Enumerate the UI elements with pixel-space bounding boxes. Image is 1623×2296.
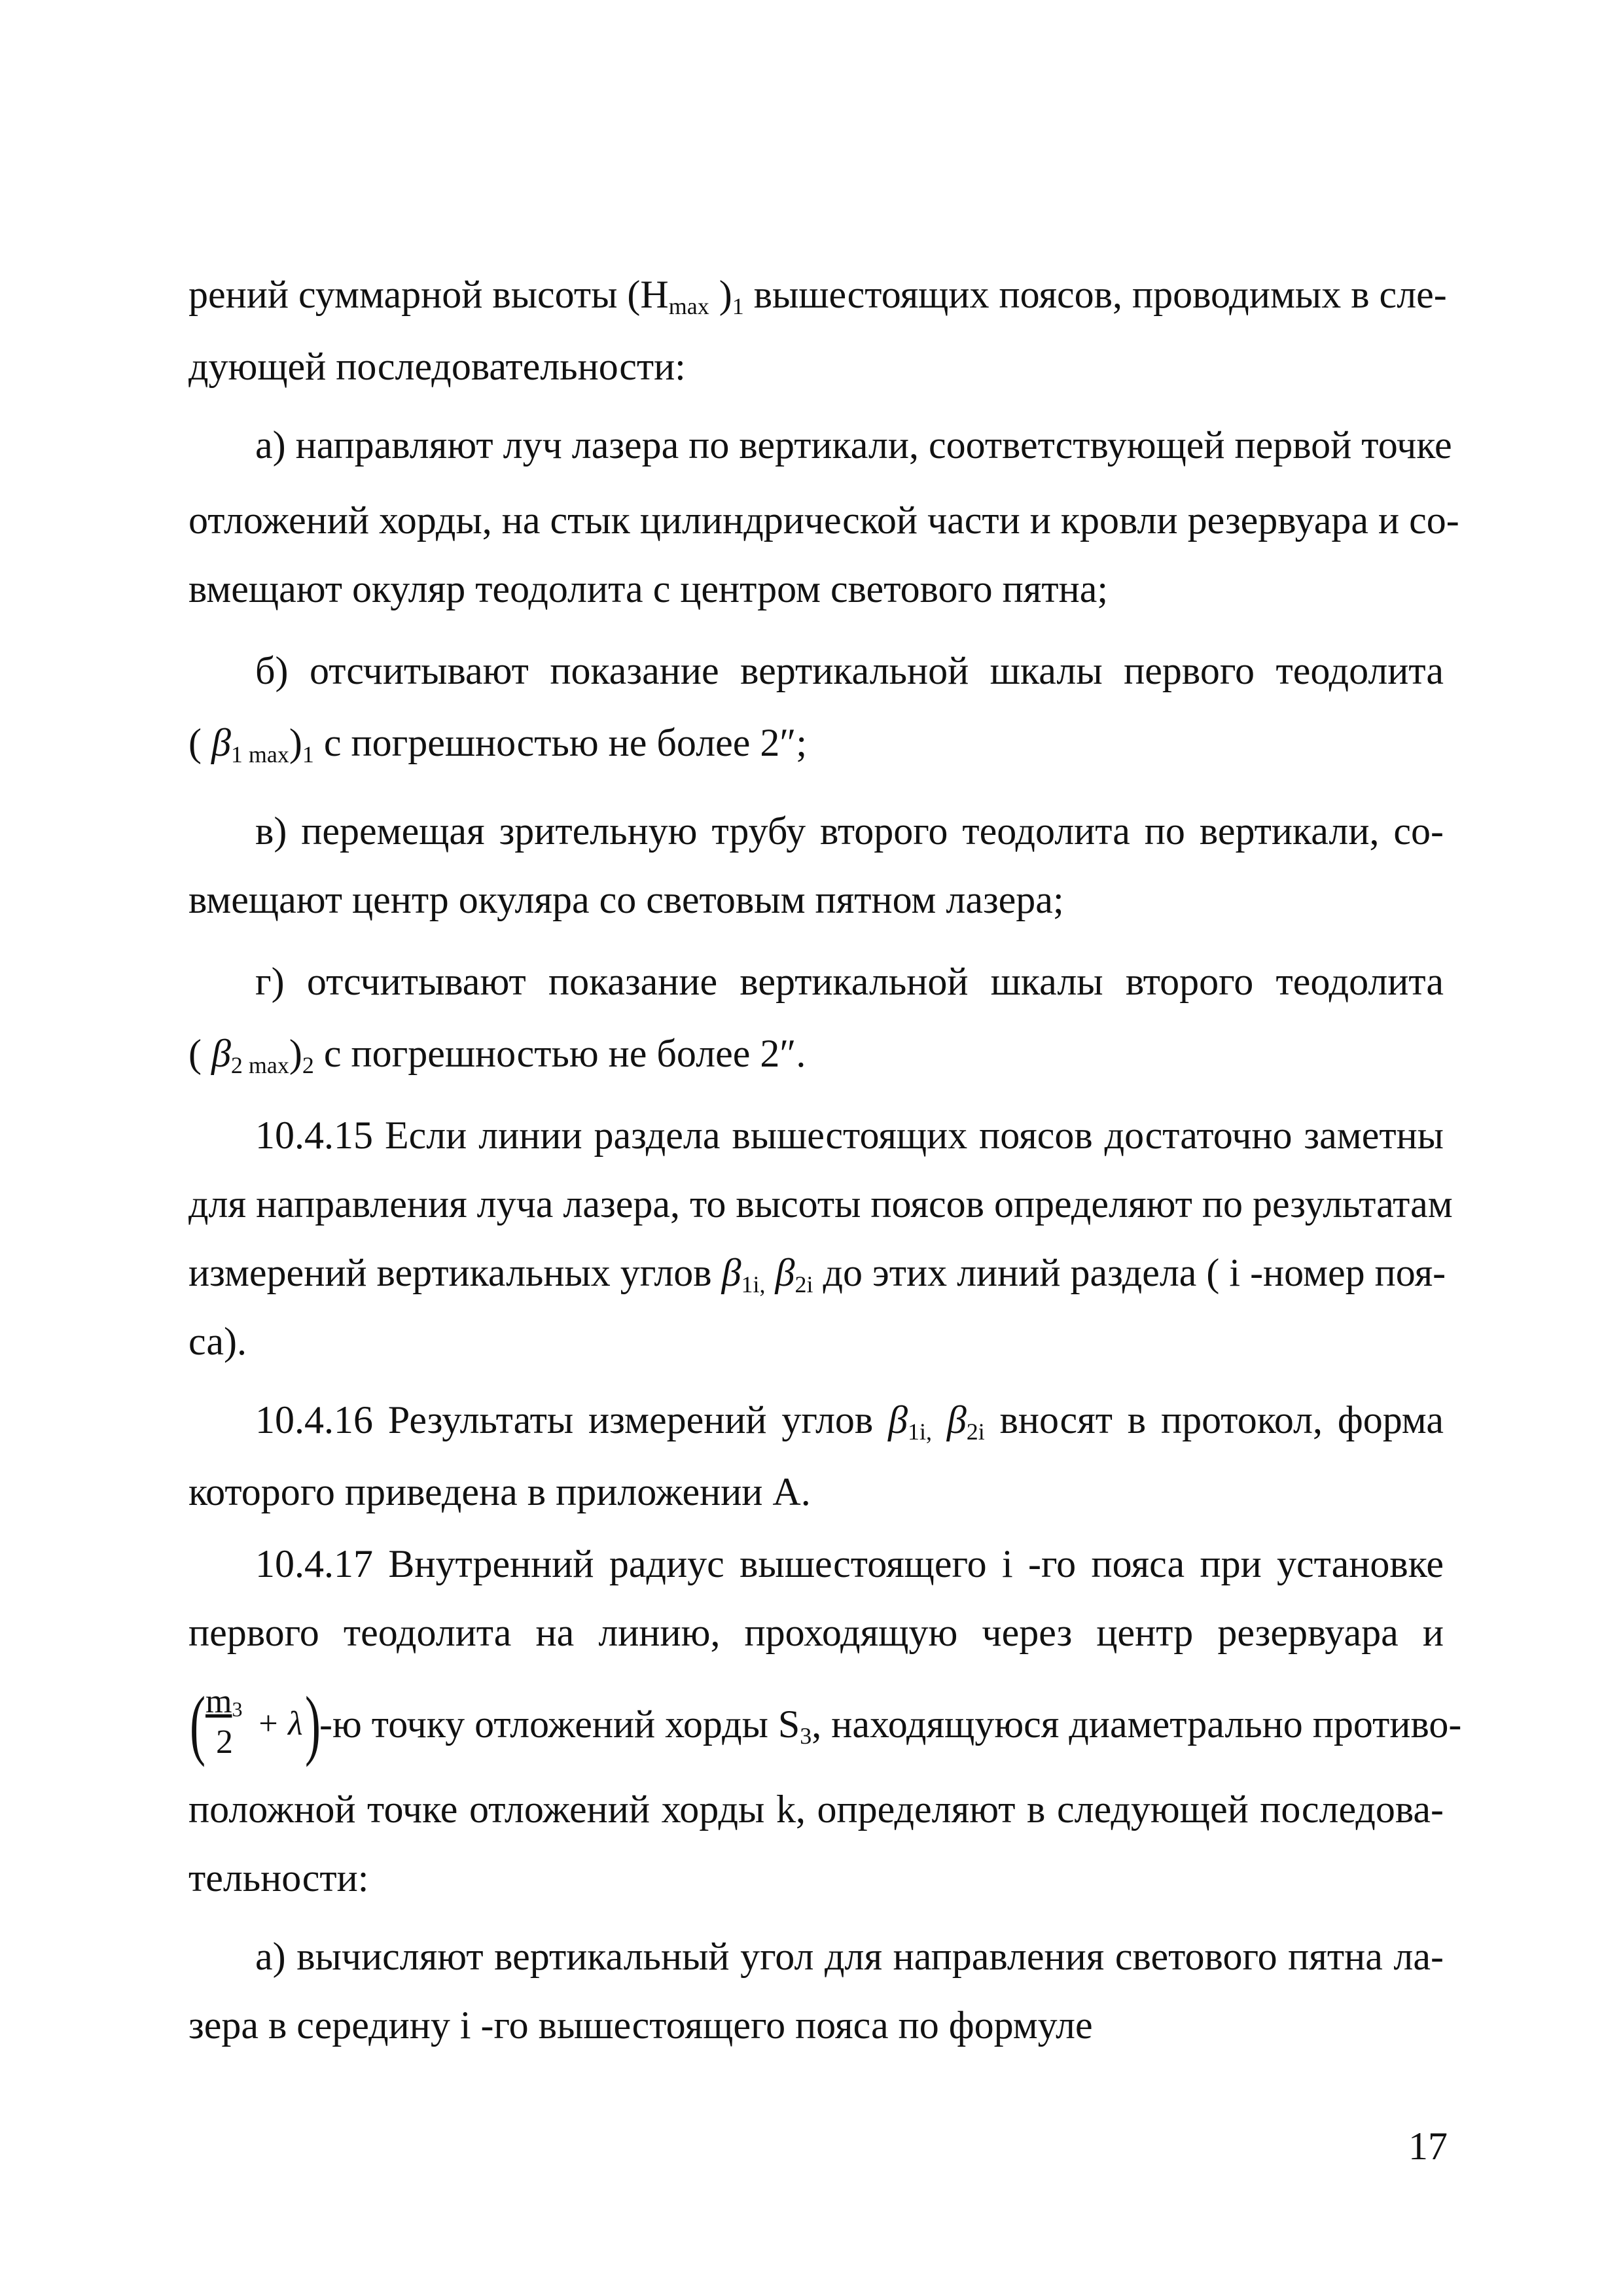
text-line: которого приведена в приложении А. [188, 1470, 811, 1513]
text-line: вмещают окуляр теодолита с центром светового пятна; [188, 567, 1108, 610]
text-line: ( $\beta_{1 max})_1$ с погрешностью не более 2″; [188, 721, 808, 768]
text-line: зера в середину i -го вышестоящего пояса по формуле [188, 2004, 1093, 2047]
page-number: 17 [1408, 2125, 1448, 2168]
text-line: вмещают центр окуляра со световым пятном лазера; [188, 878, 1064, 921]
text-line: для направления луча лазера, то высоты поясов определяют по результатам [188, 1182, 1453, 1226]
clause-10-4-17: 10.4.17 Внутренний радиус вышестоящего i -го пояса при установке [255, 1542, 1444, 1585]
fraction-formula: ( $m_3$ 2 + λ ) [189, 1680, 321, 1768]
text-line: измерений вертикальных углов $\beta_{1i,}$ $\beta_{2i}$ до этих линий раздела ( i -номер поя- [188, 1251, 1446, 1298]
text-line: отложений хорды, на стык цилиндрической части и кровли резервуара и со- [188, 499, 1459, 542]
clause-10-4-16: 10.4.16 Результаты измерений углов $\beta_{1i,}$ $\beta_{2i}$ вносят в протокол, форма [255, 1398, 1444, 1445]
text-line: рений суммарной высоты ($Н_{max}$ )$_1$ вышестоящих поясов, проводимых в сле- [188, 273, 1447, 319]
list-item-c: в) перемещая зрительную трубу второго теодолита по вертикали, со- [255, 809, 1444, 853]
list-item-d: г) отсчитывают показание вертикальной шкалы второго теодолита [255, 960, 1444, 1003]
clause-10-4-15: 10.4.15 Если линии раздела вышестоящих поясов достаточно заметны [255, 1114, 1444, 1157]
text-line: са). [188, 1320, 247, 1363]
text-line: ( $\beta_{2 max})_2$ с погрешностью не более 2″. [188, 1032, 806, 1078]
text-line-with-fraction: ( $m_3$ 2 + λ ) -ю точку отложений хорды $S_3$, находящуюся диаметрально противо- [189, 1680, 1462, 1768]
list-item-a: а) направляют луч лазера по вертикали, соответствующей первой точке [255, 423, 1452, 467]
text-line: первого теодолита на линию, проходящую через центр резервуара и [188, 1611, 1444, 1654]
list-item-b: б) отсчитывают показание вертикальной шкалы первого теодолита [255, 649, 1444, 692]
text-line: дующей последовательности: [188, 345, 686, 388]
text-line: положной точке отложений хорды k, определяют в следующей последова- [188, 1788, 1444, 1831]
list-item-a: а) вычисляют вертикальный угол для направления светового пятна ла- [255, 1935, 1444, 1978]
text-line: тельности: [188, 1856, 369, 1899]
